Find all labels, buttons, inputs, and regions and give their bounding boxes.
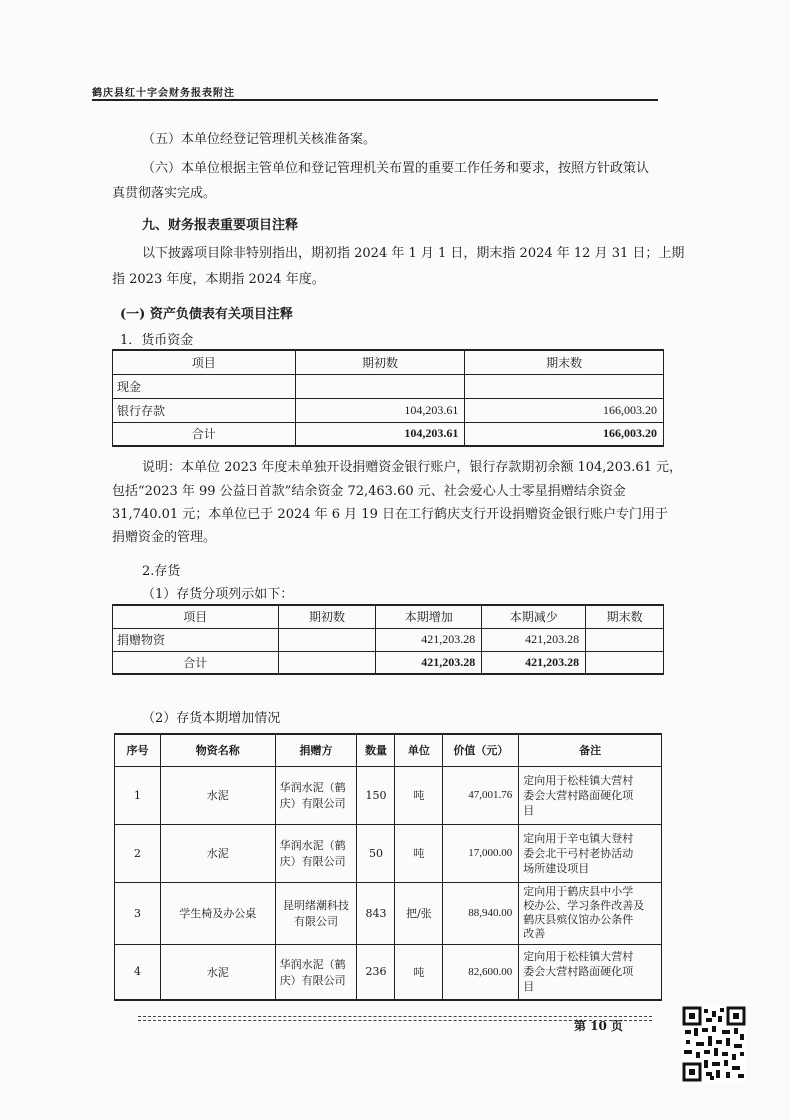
inventory-detail-table — [114, 733, 662, 1001]
remark-line: 委会北干弓村老协活动 — [523, 846, 634, 860]
remark-line: 委会大营村路面硬化项 — [523, 965, 634, 979]
qr-code-icon — [682, 1006, 746, 1082]
donor-line: 华润水泥（鹤 — [279, 957, 346, 971]
row-remark — [519, 766, 662, 824]
total-row — [113, 422, 664, 446]
col-header-unit: 单位 — [395, 734, 443, 766]
note-line3: 31,740.01 元；本单位已于 2024 年 6 月 19 日在工行鹤庆支行开设捐赠资金银行账户专门用于 — [112, 507, 668, 522]
remark-line: 定向用于辛屯镇大登村 — [523, 831, 634, 845]
row-donor — [275, 766, 357, 824]
cash-table — [112, 349, 664, 447]
row-item-name: 水泥 — [160, 766, 275, 824]
row-value: 47,001.76 — [443, 766, 519, 824]
col-header-opening: 期初数 — [278, 605, 376, 628]
intro-line2: 指 2023 年度，本期指 2024 年度。 — [112, 272, 325, 287]
row-qty: 150 — [357, 766, 395, 824]
col-header-name: 物资名称 — [160, 734, 275, 766]
donor-line: 昆明绪潮科技 — [283, 899, 350, 912]
col-header-item: 项目 — [113, 605, 279, 628]
col-header-remark: 备注 — [519, 734, 662, 766]
cash-table-header — [113, 350, 664, 374]
row-unit: 吨 — [395, 824, 443, 882]
row-unit: 把/张 — [395, 882, 443, 944]
remark-line: 改善 — [523, 927, 546, 940]
donor-line: 庆）有限公司 — [279, 797, 346, 810]
increase-value: 421,203.28 — [376, 628, 482, 651]
row-unit: 吨 — [395, 944, 443, 1000]
row-remark — [519, 824, 662, 882]
row-donor — [275, 882, 357, 944]
remark-line: 目 — [523, 980, 535, 994]
paragraph-item-6-line1: （六）本单位根据主管单位和登记管理机关布置的重要工作任务和要求，按照方针政策认 — [142, 161, 650, 176]
row-value: 82,600.00 — [443, 944, 519, 1000]
section-heading-9: 九、财务报表重要项目注释 — [142, 218, 299, 233]
table-row — [115, 944, 662, 1000]
col-header-opening: 期初数 — [295, 350, 465, 374]
row-value: 17,000.00 — [443, 824, 519, 882]
donor-line: 华润水泥（鹤 — [279, 781, 346, 794]
col-header-qty: 数量 — [357, 734, 395, 766]
row-label: 现金 — [113, 374, 296, 398]
row-no: 1 — [115, 766, 161, 824]
opening-value: 104,203.61 — [295, 398, 465, 422]
inventory-table — [112, 604, 664, 675]
opening-value — [295, 374, 465, 398]
total-closing — [586, 651, 664, 674]
paragraph-item-6-line2: 真贯彻落实完成。 — [112, 186, 217, 201]
row-label: 捐赠物资 — [113, 628, 279, 651]
col-header-value: 价值（元） — [443, 734, 519, 766]
row-value: 88,940.00 — [443, 882, 519, 944]
remark-line: 场所建设项目 — [523, 861, 590, 875]
row-label: 银行存款 — [113, 398, 296, 422]
donor-line: 庆）有限公司 — [279, 855, 346, 868]
closing-value — [586, 628, 664, 651]
paragraph-item-5: （五）本单位经登记管理机关核准备案。 — [142, 132, 377, 147]
note-line2: 包括“2023 年 99 公益日首款”结余资金 72,463.60 元、社会爱心人士零星捐赠结余资金 — [112, 484, 626, 499]
closing-value — [465, 374, 664, 398]
table-row — [113, 628, 664, 651]
opening-value — [278, 628, 376, 651]
inventory-heading: 2.存货 — [142, 564, 181, 579]
remark-line: 定向用于松桂镇大营村 — [523, 773, 634, 787]
row-donor — [275, 824, 357, 882]
row-remark — [519, 944, 662, 1000]
decrease-value: 421,203.28 — [482, 628, 586, 651]
remark-line: 校办公、学习条件改善及 — [523, 899, 645, 912]
remark-line: 目 — [523, 803, 535, 817]
row-item-name: 学生椅及办公桌 — [160, 882, 275, 944]
total-increase: 421,203.28 — [376, 651, 482, 674]
row-remark — [519, 882, 662, 944]
table-row — [115, 824, 662, 882]
row-unit: 吨 — [395, 766, 443, 824]
page-number: 第 10 页 — [574, 1019, 624, 1033]
table-row — [113, 374, 664, 398]
table-row — [115, 766, 662, 824]
row-item-name: 水泥 — [160, 944, 275, 1000]
row-qty: 50 — [357, 824, 395, 882]
col-header-closing: 期末数 — [586, 605, 664, 628]
col-header-no: 序号 — [115, 734, 161, 766]
remark-line: 定向用于鹤庆县中小学 — [523, 885, 634, 898]
total-opening: 104,203.61 — [295, 422, 465, 446]
total-label: 合计 — [113, 422, 296, 446]
col-header-donor: 捐赠方 — [275, 734, 357, 766]
total-decrease: 421,203.28 — [482, 651, 586, 674]
inventory-sub1: （1）存货分项列示如下： — [142, 587, 294, 602]
table-row — [115, 882, 662, 944]
remark-line: 委会大营村路面硬化项 — [523, 788, 634, 802]
col-header-item: 项目 — [113, 350, 296, 374]
intro-line1: 以下披露项目除非特别指出，期初指 2024 年 1 月 1 日，期末指 2024 年 12 月 31 日；上期 — [142, 246, 685, 261]
inventory-table-header — [113, 605, 664, 628]
donor-line: 有限公司 — [294, 915, 339, 928]
row-no: 2 — [115, 824, 161, 882]
donor-line: 庆）有限公司 — [279, 973, 346, 987]
total-label: 合计 — [113, 651, 279, 674]
row-no: 4 — [115, 944, 161, 1000]
col-header-closing: 期末数 — [465, 350, 664, 374]
table-row — [113, 398, 664, 422]
total-opening — [278, 651, 376, 674]
total-closing: 166,003.20 — [465, 422, 664, 446]
header-rule — [92, 99, 658, 101]
detail-table-header — [115, 734, 662, 766]
remark-line: 鹤庆县殡仪馆办公条件 — [523, 913, 634, 926]
col-header-increase: 本期增加 — [376, 605, 482, 628]
running-header: 鹤庆县红十字会财务报表附注 — [92, 88, 235, 99]
subsection-heading-1: (一) 资产负债表有关项目注释 — [120, 307, 293, 322]
closing-value: 166,003.20 — [465, 398, 664, 422]
row-no: 3 — [115, 882, 161, 944]
note-line1: 说明：本单位 2023 年度未单独开设捐赠资金银行账户，银行存款期初余额 104,203.61 元， — [142, 460, 683, 475]
note-line4: 捐赠资金的管理。 — [112, 530, 217, 545]
row-donor — [275, 944, 357, 1000]
row-qty: 236 — [357, 944, 395, 1000]
inventory-sub2: （2）存货本期增加情况 — [142, 711, 281, 726]
row-qty: 843 — [357, 882, 395, 944]
remark-line: 定向用于松桂镇大营村 — [523, 950, 634, 964]
row-item-name: 水泥 — [160, 824, 275, 882]
col-header-decrease: 本期减少 — [482, 605, 586, 628]
item-heading-cash: 1．货币资金 — [120, 333, 194, 348]
total-row — [113, 651, 664, 674]
donor-line: 华润水泥（鹤 — [279, 839, 346, 852]
